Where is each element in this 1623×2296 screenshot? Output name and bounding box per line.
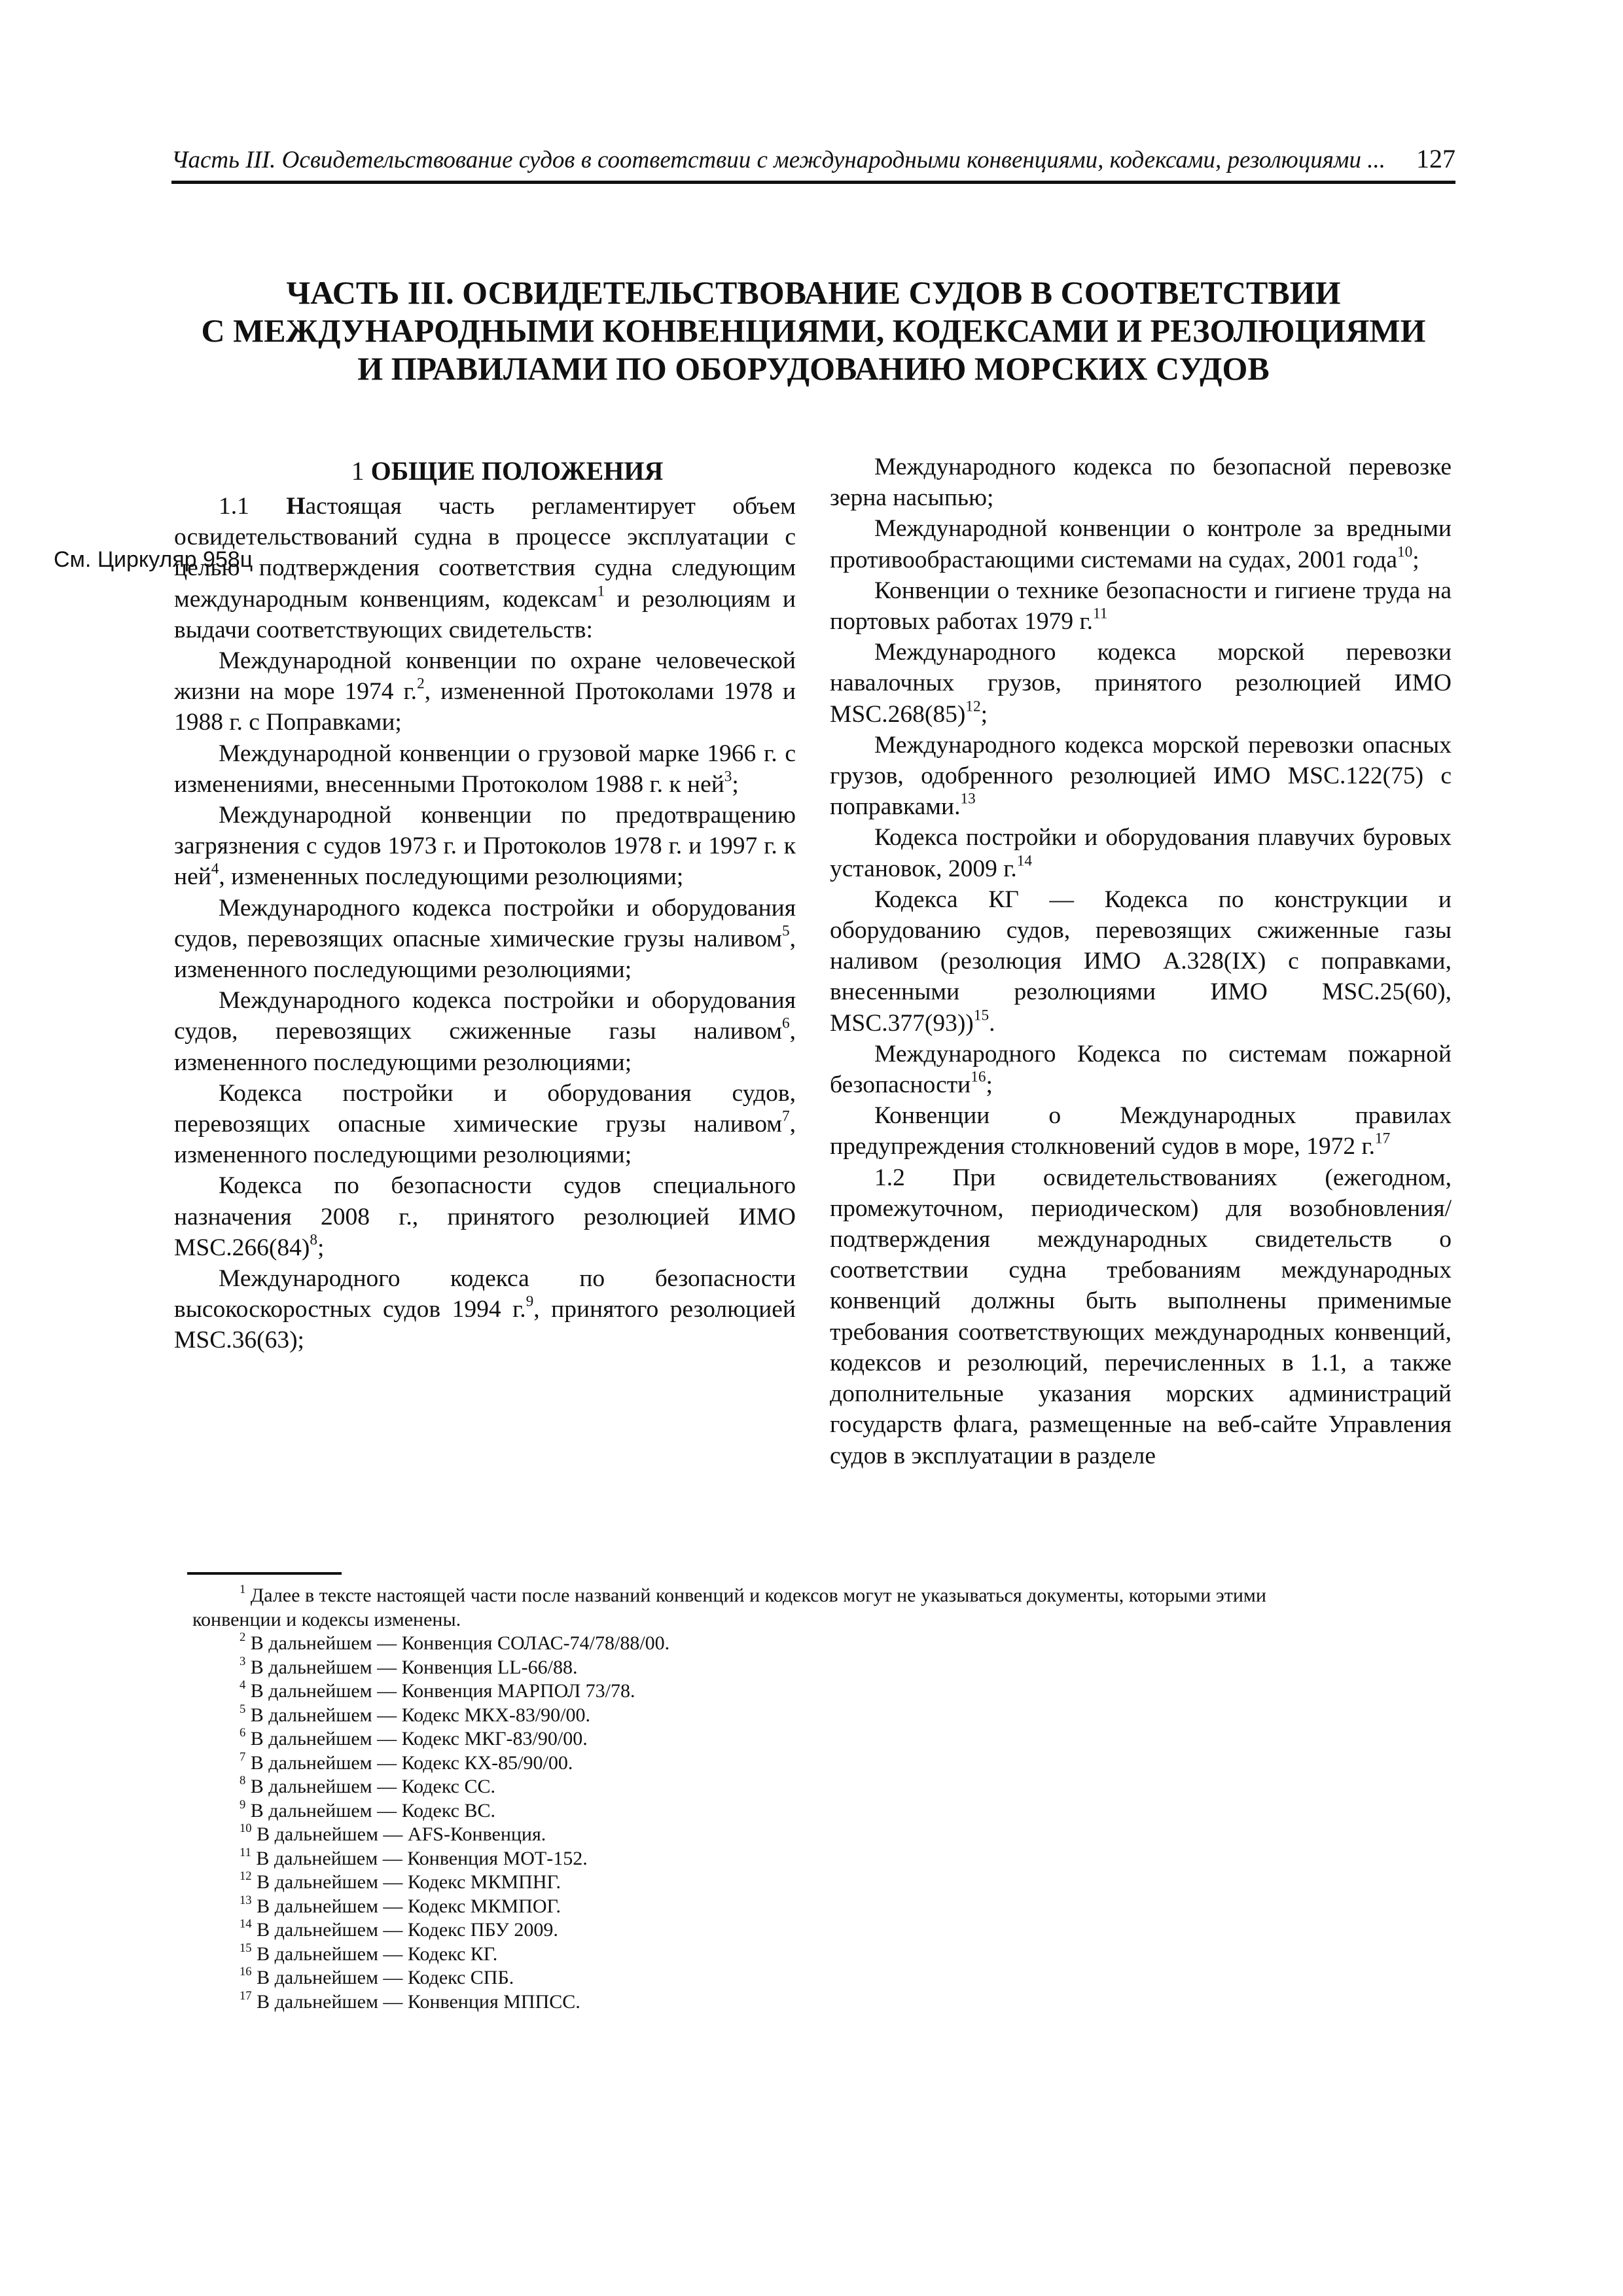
list-item: Кодекса постройки и оборудования судов, перевозящих опасные химические грузы наливом$^7$, измененного последующими резолюциями; [174, 1079, 796, 1169]
footnote-item: $^{13}$ В дальнейшем — Кодекс МКМПОГ. [240, 1893, 561, 1917]
footnote-ref[interactable]: 2 [417, 675, 425, 692]
list-item: Международного кодекса по безопасной перевозке зерна насыпью; [830, 454, 1452, 512]
part-title-line-1: ЧАСТЬ III. ОСВИДЕТЕЛЬСТВОВАНИЕ СУДОВ В СООТВЕТСТВИИ [286, 274, 1341, 311]
clause-number: 1.2 [874, 1164, 953, 1191]
footnote-ref[interactable]: 8 [310, 1231, 317, 1249]
part-title [171, 274, 1455, 387]
footnote-ref[interactable]: 17 [1374, 1130, 1391, 1148]
footnote-ref[interactable]: 7 [782, 1107, 790, 1125]
footnotes [192, 1582, 1455, 2014]
footnote-1: $^1$ Далее в тексте настоящей части после названий конвенций и кодексов могут не указываться документы, которыми этими конвенции и кодексы изменены. [192, 1582, 1266, 1630]
paragraph-1-1: 1.1 Настоящая часть регламентирует объем освидетельствований судна в процессе эксплуатации с целью подтверждения соответствия судна следующим международным конвенциям, кодексам$^1$ и резолюциям и выдачи соответствующих свидетельств: [174, 493, 796, 643]
running-header [171, 143, 1455, 184]
footnote-item: $^{15}$ В дальнейшем — Кодекс КГ. [240, 1941, 498, 1965]
footnote-item: $^3$ В дальнейшем — Конвенция LL-66/88. [240, 1654, 578, 1678]
list-item: Международного кодекса морской перевозки опасных грузов, одобренного резолюцией ИМО MSC.122(75) с поправками.$^{13}$ [830, 731, 1452, 821]
footnote-ref[interactable]: 5 [782, 922, 790, 940]
section-number: 1 [351, 456, 371, 486]
footnote-item: $^8$ В дальнейшем — Кодекс СС. [240, 1773, 496, 1797]
footnote-ref[interactable]: 6 [782, 1015, 790, 1033]
page-number: 127 [1416, 144, 1455, 173]
footnote-item: $^6$ В дальнейшем — Кодекс МКГ-83/90/00. [240, 1725, 588, 1749]
list-item: Международного кодекса постройки и оборудования судов, перевозящих сжиженные газы наливом$^6$, измененного последующими резолюциями; [174, 987, 796, 1076]
footnote-ref[interactable]: 15 [973, 1007, 990, 1024]
list-item: Международного кодекса постройки и оборудования судов, перевозящих опасные химические грузы наливом$^5$, измененного последующими резолюциями; [174, 894, 796, 984]
list-item: Международной конвенции по охране человеческой жизни на море 1974 г.$^2$, измененной Протоколами 1978 и 1988 г. с Поправками; [174, 647, 796, 736]
list-item: Кодекса по безопасности судов специального назначения 2008 г., принятого резолюцией ИМО $MSC.266(84)^8$; [174, 1172, 796, 1261]
list-item: Конвенции о технике безопасности и гигиене труда на портовых работах 1979 г.$^{11}$ [830, 577, 1452, 636]
footnote-ref[interactable]: 4 [211, 861, 219, 878]
footnote-ref[interactable]: 9 [526, 1293, 534, 1311]
footnote-ref[interactable]: 10 [1397, 543, 1413, 561]
margin-note-circular[interactable]: См. Циркуляр 958ц [54, 547, 253, 572]
list-item: Кодекса КГ — Кодекса по конструкции и оборудованию судов, перевозящих сжиженные газы наливом (резолюция ИМО A.328(IX) с поправками, внесенными резолюциями ИМО MSC.25(60), MSC.377(93))$^{15}$. [830, 886, 1452, 1037]
footnote-item: $^2$ В дальнейшем — Конвенция СОЛАС-74/78/88/00. [240, 1630, 670, 1654]
part-title-line-3: И ПРАВИЛАМИ ПО ОБОРУДОВАНИЮ МОРСКИХ СУДОВ [357, 350, 1270, 387]
running-title: Часть III. Освидетельствование судов в соответствии с международными конвенциями, кодексами, резолюциями ... [171, 147, 1386, 173]
part-title-line-2: С МЕЖДУНАРОДНЫМИ КОНВЕНЦИЯМИ, КОДЕКСАМИ И РЕЗОЛЮЦИЯМИ [201, 312, 1426, 349]
footnote-item: $^{12}$ В дальнейшем — Кодекс МКМПНГ. [240, 1869, 561, 1893]
footnote-list [216, 1632, 1455, 2014]
footnote-ref[interactable]: 16 [971, 1068, 986, 1086]
list-item: Международного кодекса морской перевозки навалочных грузов, принятого резолюцией ИМО $MSC.268(85)^{12}$; [830, 639, 1452, 728]
footnote-item: $^{14}$ В дальнейшем — Кодекс ПБУ 2009. [240, 1916, 558, 1941]
list-item: Международной конвенции по предотвращению загрязнения с судов 1973 г. и Протоколов 1978 г. и 1997 г. к ней$^4$, измененных последующими резолюциями; [174, 802, 796, 891]
list-item: Международного Кодекса по системам пожарной безопасности$^{16}$; [830, 1040, 1452, 1099]
footnote-ref[interactable]: 12 [965, 698, 981, 715]
footnote-item: $^{17}$ В дальнейшем — Конвенция МППСС. [240, 1988, 580, 2013]
footnote-ref[interactable]: 14 [1016, 852, 1033, 870]
section-heading [174, 452, 796, 491]
list-item: Конвенции о Международных правилах предупреждения столкновений судов в море, 1972 г.$^{17}$ [830, 1102, 1452, 1160]
footnote-ref[interactable]: 13 [960, 790, 976, 808]
footnote-ref[interactable]: 1 [597, 583, 605, 600]
footnote-ref[interactable]: 3 [724, 768, 732, 785]
footnote-separator [187, 1572, 342, 1575]
list-item: Международной конвенции о грузовой марке 1966 г. с изменениями, внесенными Протоколом 1988 г. к ней$^3$; [174, 740, 796, 798]
footnote-item: $^{10}$ В дальнейшем — AFS-Конвенция. [240, 1821, 546, 1845]
footnote-item: $^7$ В дальнейшем — Кодекс КХ-85/90/00. [240, 1749, 573, 1774]
footnote-item: $^9$ В дальнейшем — Кодекс ВС. [240, 1797, 496, 1821]
list-item: Международного кодекса по безопасности высокоскоростных судов 1994 г.$^9$, принятого резолюцией MSC.36(63); [174, 1265, 796, 1354]
footnote-item: $^{11}$ В дальнейшем — Конвенция МОТ-152. [240, 1845, 588, 1869]
section-title: ОБЩИЕ ПОЛОЖЕНИЯ [370, 456, 664, 486]
right-column [830, 452, 1452, 1471]
footnote-item: $^5$ В дальнейшем — Кодекс МКХ-83/90/00. [240, 1702, 591, 1726]
footnote-ref[interactable]: 11 [1093, 605, 1108, 622]
clause-number: 1.1 [219, 493, 287, 520]
left-column [174, 452, 796, 1356]
footnote-item: $^{16}$ В дальнейшем — Кодекс СПБ. [240, 1964, 514, 1988]
list-item: Международной конвенции о контроле за вредными противообрастающими системами на судах, 2001 года$^{10}$; [830, 515, 1452, 573]
footnote-item: $^4$ В дальнейшем — Конвенция МАРПОЛ 73/78. [240, 1677, 635, 1702]
paragraph-1-2: 1.2 При освидетельствованиях (ежегодном, промежуточном, периодическом) для возобновления/подтверждения международных свидетельств о соответствии судна требованиям международных конвенций должны быть выполнены применимые требования соответствующих международных конвенций, кодексов и резолюций, перечисленных в 1.1, а также дополнительные указания морских администраций государств флага, размещенные на веб-сайте Управления судов в эксплуатации в разделе [830, 1164, 1452, 1469]
list-item: Кодекса постройки и оборудования плавучих буровых установок, 2009 г.$^{14}$ [830, 824, 1452, 882]
